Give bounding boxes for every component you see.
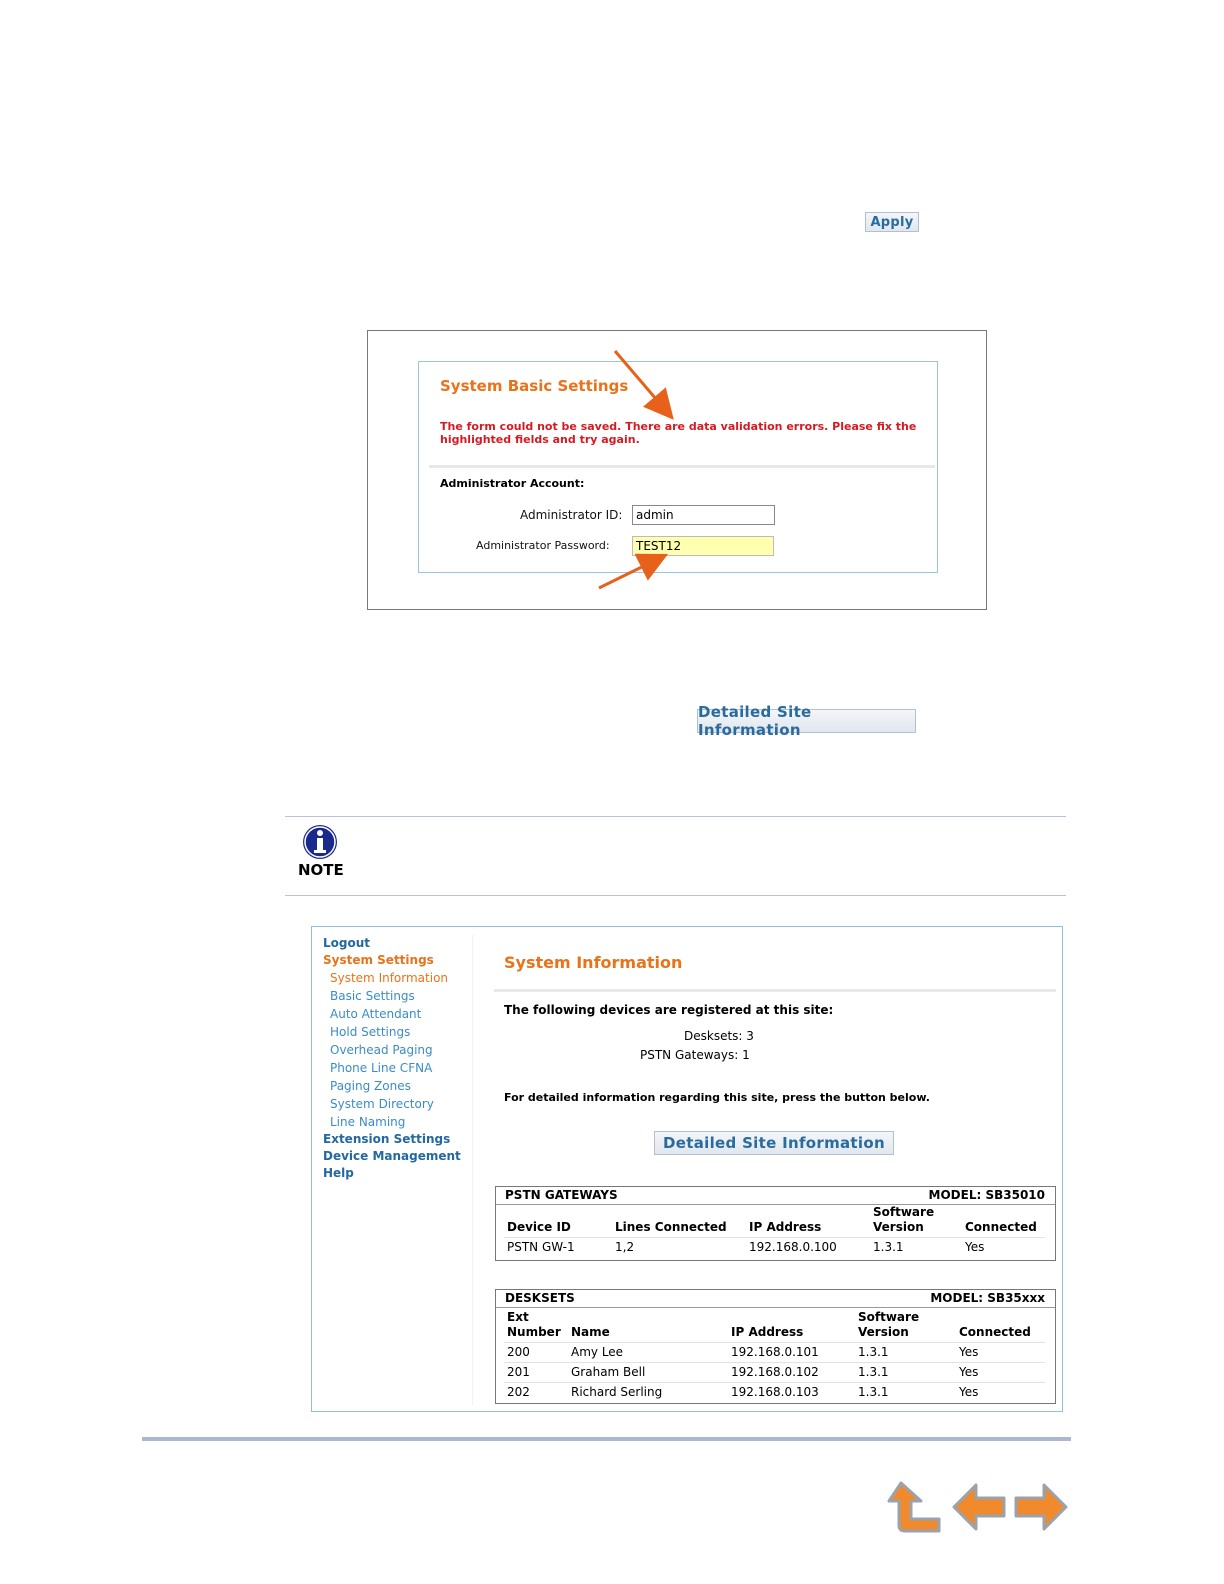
pstn-gateways-count: PSTN Gateways: 1 bbox=[640, 1048, 750, 1062]
ext-name: Graham Bell bbox=[571, 1365, 646, 1379]
col-software-2: Version bbox=[873, 1220, 924, 1234]
nav-extension-settings[interactable]: Extension Settings bbox=[323, 1132, 451, 1146]
ext-sw: 1.3.1 bbox=[858, 1345, 889, 1359]
col-name: Name bbox=[571, 1325, 610, 1339]
col-connected: Connected bbox=[959, 1325, 1031, 1339]
nav-overhead-paging[interactable]: Overhead Paging bbox=[330, 1043, 433, 1057]
row-divider bbox=[504, 1342, 1045, 1343]
ext-sw: 1.3.1 bbox=[858, 1385, 889, 1399]
col-lines-connected: Lines Connected bbox=[615, 1220, 727, 1234]
admin-id-field[interactable]: admin bbox=[632, 505, 775, 525]
page-title: System Information bbox=[504, 953, 683, 972]
col-device-id: Device ID bbox=[507, 1220, 571, 1234]
system-information-screenshot bbox=[311, 926, 1063, 1412]
title-divider bbox=[494, 989, 1056, 992]
pstn-connected: Yes bbox=[965, 1240, 985, 1254]
desksets-table-header bbox=[496, 1290, 1055, 1308]
note-bottom-rule bbox=[285, 895, 1066, 896]
pstn-table-header bbox=[496, 1187, 1055, 1205]
note-top-rule bbox=[285, 816, 1066, 817]
pstn-lines: 1,2 bbox=[615, 1240, 635, 1254]
ext-ip: 192.168.0.101 bbox=[731, 1345, 819, 1359]
nav-line-naming[interactable]: Line Naming bbox=[330, 1115, 406, 1129]
nav-system-information[interactable]: System Information bbox=[330, 971, 449, 985]
ext-number: 200 bbox=[507, 1345, 530, 1359]
desksets-table-title: DESKSETS bbox=[505, 1291, 575, 1305]
nav-phone-line-cfna[interactable]: Phone Line CFNA bbox=[330, 1061, 433, 1075]
section-heading: Administrator Account: bbox=[440, 477, 585, 490]
nav-help[interactable]: Help bbox=[323, 1166, 354, 1180]
annotation-arrows bbox=[368, 331, 988, 611]
desksets-table bbox=[495, 1289, 1056, 1404]
panel-title: System Basic Settings bbox=[440, 377, 629, 395]
desksets-table-model: MODEL: SB35xxx bbox=[930, 1291, 1045, 1305]
nav-device-management[interactable]: Device Management bbox=[323, 1149, 461, 1163]
admin-password-label: Administrator Password: bbox=[476, 539, 610, 552]
nav-system-settings[interactable]: System Settings bbox=[323, 953, 434, 967]
col-software-1: Software bbox=[873, 1205, 935, 1219]
row-divider bbox=[504, 1382, 1045, 1383]
nav-paging-zones[interactable]: Paging Zones bbox=[330, 1079, 411, 1093]
arrow-to-password bbox=[599, 558, 660, 588]
sidebar-nav bbox=[323, 935, 461, 1182]
note-label: NOTE bbox=[298, 861, 344, 879]
return-icon[interactable] bbox=[887, 1481, 943, 1535]
pstn-gateways-table bbox=[495, 1186, 1056, 1261]
col-ext-2: Number bbox=[507, 1325, 561, 1339]
admin-password-field[interactable]: TEST12 bbox=[632, 536, 774, 556]
info-icon bbox=[302, 824, 338, 860]
col-software-2: Version bbox=[858, 1325, 909, 1339]
col-ip-address: IP Address bbox=[731, 1325, 804, 1339]
error-message-line1: The form could not be saved. There are data validation errors. Please fix the bbox=[440, 420, 917, 433]
pstn-ip: 192.168.0.100 bbox=[749, 1240, 837, 1254]
apply-button[interactable]: Apply bbox=[865, 212, 919, 232]
registered-text: The following devices are registered at this site: bbox=[504, 1003, 834, 1017]
sidebar-divider bbox=[472, 935, 473, 1405]
nav-auto-attendant[interactable]: Auto Attendant bbox=[330, 1007, 422, 1021]
desksets-count: Desksets: 3 bbox=[684, 1029, 754, 1043]
forward-icon[interactable] bbox=[1014, 1481, 1068, 1535]
col-connected: Connected bbox=[965, 1220, 1037, 1234]
nav-basic-settings[interactable]: Basic Settings bbox=[330, 989, 415, 1003]
nav-system-directory[interactable]: System Directory bbox=[330, 1097, 434, 1111]
ext-connected: Yes bbox=[959, 1365, 979, 1379]
row-divider bbox=[504, 1362, 1045, 1363]
pstn-sw: 1.3.1 bbox=[873, 1240, 904, 1254]
col-ext-1: Ext bbox=[507, 1310, 529, 1324]
footer-rule bbox=[142, 1437, 1071, 1441]
error-message-line2: highlighted fields and try again. bbox=[440, 433, 640, 446]
pstn-device-id: PSTN GW-1 bbox=[507, 1240, 575, 1254]
ext-connected: Yes bbox=[959, 1345, 979, 1359]
arrow-to-error bbox=[615, 351, 668, 413]
pstn-table-title: PSTN GATEWAYS bbox=[505, 1188, 618, 1202]
pstn-row-divider bbox=[504, 1237, 1045, 1238]
validation-screenshot bbox=[367, 330, 987, 610]
back-icon[interactable] bbox=[952, 1481, 1006, 1535]
ext-ip: 192.168.0.103 bbox=[731, 1385, 819, 1399]
ext-ip: 192.168.0.102 bbox=[731, 1365, 819, 1379]
admin-id-label: Administrator ID: bbox=[520, 508, 623, 522]
ext-name: Richard Serling bbox=[571, 1385, 663, 1399]
ext-name: Amy Lee bbox=[571, 1345, 624, 1359]
detail-info-text: For detailed information regarding this site, press the button below. bbox=[504, 1091, 930, 1104]
pstn-table-model: MODEL: SB35010 bbox=[928, 1188, 1045, 1202]
detailed-site-info-button[interactable]: Detailed Site Information bbox=[697, 709, 916, 733]
nav-logout[interactable]: Logout bbox=[323, 936, 371, 950]
col-software-1: Software bbox=[858, 1310, 920, 1324]
ext-connected: Yes bbox=[959, 1385, 979, 1399]
ext-number: 202 bbox=[507, 1385, 530, 1399]
nav-hold-settings[interactable]: Hold Settings bbox=[330, 1025, 411, 1039]
col-ip-address: IP Address bbox=[749, 1220, 822, 1234]
detailed-site-info-button-2[interactable]: Detailed Site Information bbox=[654, 1131, 894, 1155]
ext-number: 201 bbox=[507, 1365, 530, 1379]
ext-sw: 1.3.1 bbox=[858, 1365, 889, 1379]
